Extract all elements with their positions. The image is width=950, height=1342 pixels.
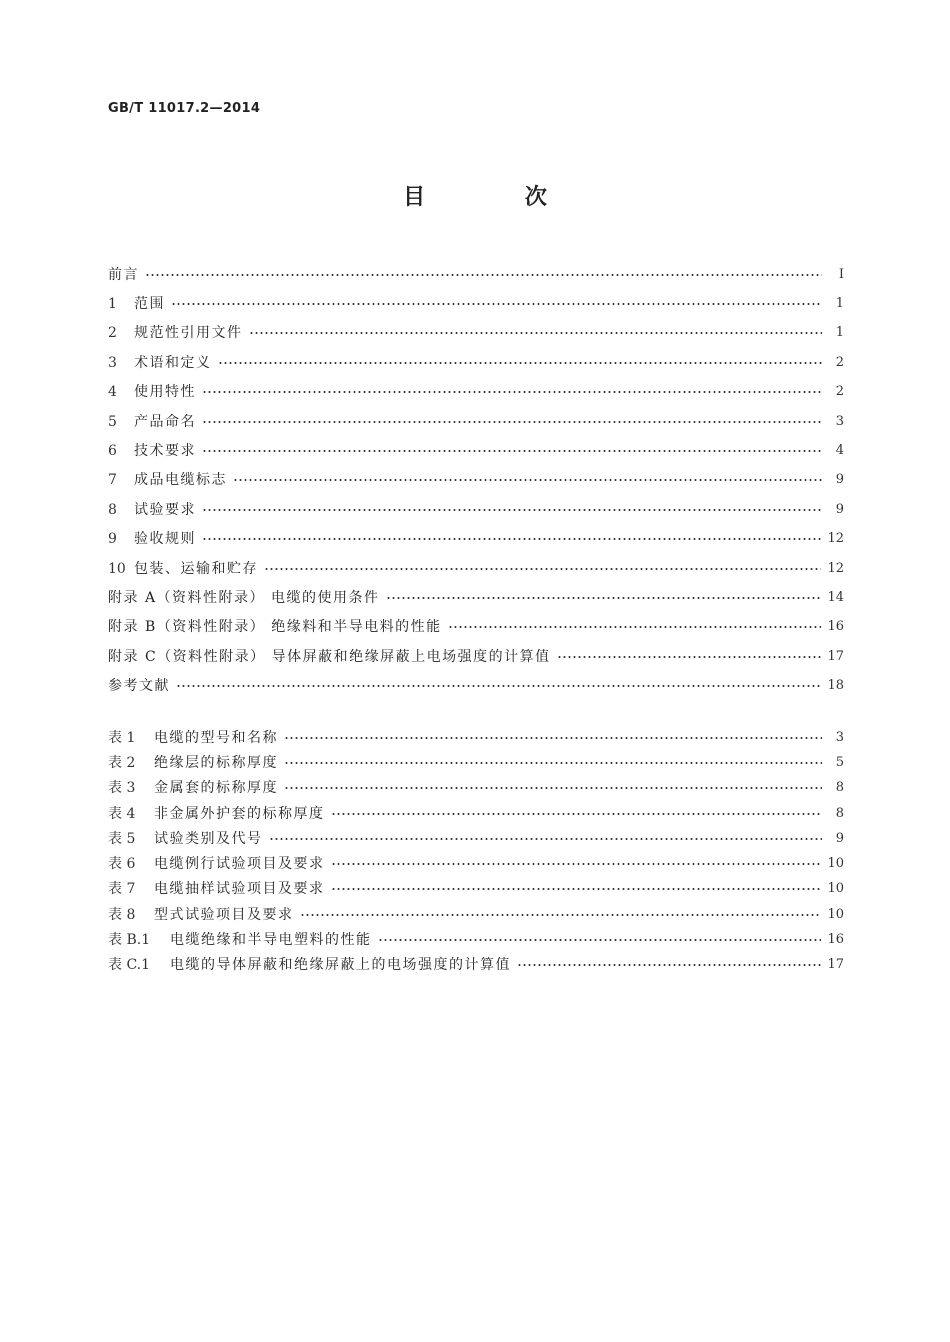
toc-page-number: 14: [827, 589, 844, 605]
toc-entry-label: 包装、运输和贮存: [134, 560, 258, 577]
table-entry-1[interactable]: [108, 725, 844, 750]
table-entry-number: 表 6: [108, 856, 136, 873]
dot-leader: [331, 862, 822, 866]
table-page-number: 8: [835, 780, 844, 796]
dot-leader: [331, 812, 823, 816]
toc-entry-number: 1: [108, 296, 117, 313]
table-entry-number: 表 7: [108, 881, 136, 898]
table-entry-3[interactable]: [108, 776, 844, 801]
toc-entry-scope[interactable]: [108, 289, 844, 318]
toc-page-number: 9: [835, 472, 844, 488]
toc-page-number: 2: [835, 354, 844, 370]
dot-leader: [202, 508, 822, 512]
toc-entry-label: 术语和定义: [134, 354, 212, 371]
toc-entry-packaging[interactable]: [108, 554, 844, 583]
toc-entry-label: 参考文献: [108, 678, 170, 695]
toc-entry-label: 附录 C（资料性附录） 导体屏蔽和绝缘屏蔽上电场强度的计算值: [108, 648, 551, 665]
toc-entry-label: 试验要求: [134, 501, 196, 518]
table-page-number: 16: [827, 932, 844, 948]
toc-entry-normative-references[interactable]: [108, 319, 844, 348]
table-entry-label: 电缆的型号和名称: [154, 729, 278, 746]
toc-entry-label: 附录 A（资料性附录） 电缆的使用条件: [108, 589, 380, 606]
toc-entry-marking[interactable]: [108, 466, 844, 495]
toc-entry-label: 前言: [108, 266, 139, 283]
table-entry-label: 绝缘层的标称厚度: [154, 754, 278, 771]
toc-page-number: 1: [835, 296, 844, 312]
list-of-tables: [108, 725, 844, 978]
toc-entry-number: 9: [108, 531, 117, 548]
table-entry-4[interactable]: [108, 801, 844, 826]
toc-entry-label: 规范性引用文件: [134, 325, 243, 342]
toc-entry-number: 2: [108, 325, 117, 342]
toc-page-number: 9: [835, 501, 844, 517]
dot-leader: [249, 331, 823, 335]
table-entry-number: 表 2: [108, 754, 136, 771]
toc-page-number: 3: [835, 413, 844, 429]
table-entry-2[interactable]: [108, 750, 844, 775]
dot-leader: [557, 655, 822, 659]
toc-entry-label: 验收规则: [134, 531, 196, 548]
dot-leader: [284, 761, 822, 765]
dot-leader: [202, 537, 821, 541]
table-entry-b1[interactable]: [108, 927, 844, 952]
dot-leader: [218, 361, 823, 365]
toc-entry-number: 3: [108, 354, 117, 371]
table-entry-number: 表 B.1: [108, 932, 151, 949]
table-page-number: 10: [827, 856, 844, 872]
toc-entry-label: 技术要求: [134, 443, 196, 460]
table-entry-6[interactable]: [108, 851, 844, 876]
toc-entry-annex-b[interactable]: [108, 613, 844, 642]
toc-entry-label: 使用特性: [134, 384, 196, 401]
dot-leader: [386, 596, 822, 600]
table-entry-label: 非金属外护套的标称厚度: [154, 805, 325, 822]
document-code: GB/T 11017.2—2014: [108, 101, 261, 116]
toc-entry-naming[interactable]: [108, 407, 844, 436]
table-page-number: 8: [835, 805, 844, 821]
dot-leader: [284, 736, 822, 740]
toc-entry-annex-c[interactable]: [108, 642, 844, 671]
table-page-number: 10: [827, 906, 844, 922]
dot-leader: [233, 478, 822, 482]
table-entry-label: 金属套的标称厚度: [154, 780, 278, 797]
toc-entry-number: 7: [108, 472, 117, 489]
table-entry-number: 表 3: [108, 780, 136, 797]
dot-leader: [331, 887, 822, 891]
toc-entry-label: 产品命名: [134, 413, 196, 430]
dot-leader: [202, 449, 822, 453]
toc-page-number: 12: [827, 531, 844, 547]
toc-page-number: 17: [827, 648, 844, 664]
toc-entry-label: 附录 B（资料性附录） 绝缘料和半导电料的性能: [108, 619, 442, 636]
toc-page-number: 12: [827, 560, 844, 576]
table-entry-label: 试验类别及代号: [154, 830, 263, 847]
dot-leader: [202, 390, 822, 394]
table-entry-number: 表 1: [108, 729, 136, 746]
toc-entry-label: 成品电缆标志: [134, 472, 227, 489]
dot-leader: [145, 273, 822, 277]
toc-entry-number: 10: [108, 560, 126, 577]
table-entry-label: 电缆绝缘和半导电塑料的性能: [170, 932, 372, 949]
toc-entry-number: 4: [108, 384, 117, 401]
table-entry-number: 表 8: [108, 906, 136, 923]
dot-leader: [264, 567, 821, 571]
table-entry-5[interactable]: [108, 826, 844, 851]
table-page-number: 3: [835, 729, 844, 745]
table-page-number: 5: [835, 754, 844, 770]
dot-leader: [202, 420, 822, 424]
dot-leader: [176, 684, 821, 688]
dot-leader: [300, 913, 822, 917]
toc-page-number: 16: [827, 619, 844, 635]
toc-entry-number: 5: [108, 413, 117, 430]
table-entry-number: 表 4: [108, 805, 136, 822]
table-of-contents: [108, 260, 844, 701]
toc-entry-terms[interactable]: [108, 348, 844, 377]
dot-leader: [448, 625, 822, 629]
table-entry-number: 表 C.1: [108, 957, 151, 974]
table-entry-label: 电缆的导体屏蔽和绝缘屏蔽上的电场强度的计算值: [170, 957, 511, 974]
toc-page-number: 2: [835, 384, 844, 400]
toc-entry-usage[interactable]: [108, 378, 844, 407]
toc-entry-test-requirements[interactable]: [108, 495, 844, 524]
table-page-number: 17: [827, 957, 844, 973]
toc-entry-number: 8: [108, 501, 117, 518]
table-entry-label: 电缆例行试验项目及要求: [154, 856, 325, 873]
toc-entry-annex-a[interactable]: [108, 583, 844, 612]
toc-entry-number: 6: [108, 443, 117, 460]
table-entry-7[interactable]: [108, 877, 844, 902]
toc-entry-technical-requirements[interactable]: [108, 436, 844, 465]
dot-leader: [171, 302, 822, 306]
toc-entry-label: 范围: [134, 296, 165, 313]
table-entry-label: 型式试验项目及要求: [154, 906, 294, 923]
table-page-number: 10: [827, 881, 844, 897]
table-entry-label: 电缆抽样试验项目及要求: [154, 881, 325, 898]
toc-entry-foreword[interactable]: [108, 260, 844, 289]
toc-entry-bibliography[interactable]: [108, 671, 844, 700]
table-entry-c1[interactable]: [108, 953, 844, 978]
table-page-number: 9: [835, 830, 844, 846]
toc-page-number: 18: [827, 678, 844, 694]
page-title: 目 次: [403, 185, 593, 210]
toc-entry-acceptance[interactable]: [108, 525, 844, 554]
dot-leader: [378, 938, 822, 942]
dot-leader: [269, 837, 823, 841]
table-entry-8[interactable]: [108, 902, 844, 927]
dot-leader: [284, 786, 822, 790]
toc-page-number: 1: [835, 325, 844, 341]
toc-page-number: Ⅰ: [838, 266, 844, 282]
dot-leader: [517, 963, 821, 967]
table-entry-number: 表 5: [108, 830, 136, 847]
toc-page-number: 4: [835, 443, 844, 459]
